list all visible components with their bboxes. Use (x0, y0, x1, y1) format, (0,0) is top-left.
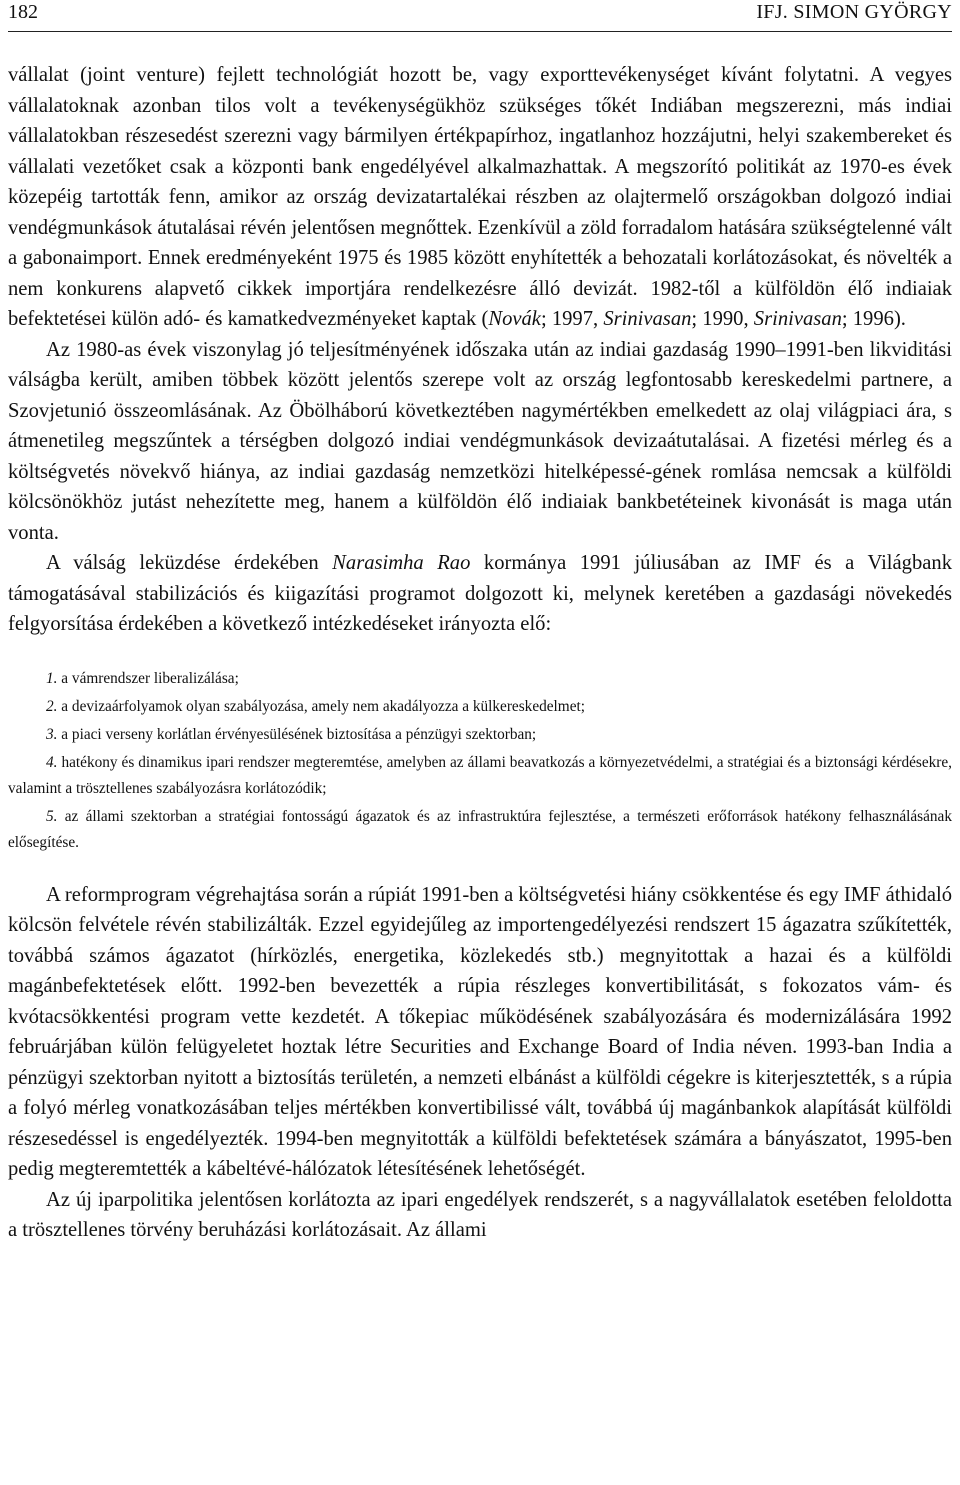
text-segment: Az 1980-as évek viszonylag jó teljesítményének időszaka után az indiai gazdaság 1990–1991-ben likviditási válságba került, amiben többek között jelentős szerepe volt az ország legfontosabb kereskedelmi partnere, a Szovjetunió összeomlásának. Az Öbölháború következtében nagymértékben emelkedett az olaj világpiaci ára, s átmenetileg megszűntek a térségben dolgozó indiai vendégmunkások devizaátutalásai. A fizetési mérleg és a költségvetés növekvő hiánya, az indiai gazdaság nemzetközi hitelképessé-gének romlása nemcsak a külföldi kölcsönökhöz jutást nehezítette meg, hanem a külföldön élő indiaiak bankbetéteinek kivonását is maga után vonta. (8, 338, 952, 544)
body-paragraph (8, 335, 952, 549)
list-item (8, 750, 952, 802)
list-item-number: 1. (46, 669, 58, 687)
text-segment: ; 1996). (841, 308, 906, 330)
list-item (8, 804, 952, 856)
paragraph-block (8, 60, 952, 640)
body-paragraph: Az új iparpolitika jelentősen korlátozta az ipari engedélyek rendszerét, s a nagyvállalatok esetében feloldotta a trösztellenes törvény beruházási korlátozásait. Az állami (8, 1188, 952, 1241)
list-item-text: hatékony és dinamikus ipari rendszer megteremtése, amelyben az állami beavatkozás a környezetvédelmi, a stratégiai és a biztonsági kérdésekre, valamint a trösztellenes szabályozásra korlátozódik; (8, 753, 952, 797)
page-body (8, 60, 952, 1246)
text-segment: ; 1997, (540, 308, 604, 330)
list-item-text: az állami szektorban a stratégiai fontosságú ágazatok és az infrastruktúra fejlesztése, a természeti erőforrások hatékony felhasználásának elősegítése. (8, 807, 952, 851)
body-paragraph (8, 60, 952, 335)
text-segment: vállalat (joint venture) fejlett technológiát hozott be, vagy exporttevékenységet kívánt folytatni. A vegyes vállalatoknak azonban tilos volt a tevékenységükhöz szükséges tőkét Indiában megszerezni, más indiai vállalatokban részesedést szerezni vagy bármilyen értékpapírhoz, ingatlanhoz hozzájutni, helyi szakembereket és vállalati vezetőket csak a központi bank engedélyével alkalmazhattak. A megszorító politikát az 1970-es évek közepéig tartották fenn, amikor az ország devizatartalékai részben az olajtermelő országokban dolgozó indiai vendégmunkások átutalásai révén jelentősen megnőttek. Ezenkívül a zöld forradalom hatására szükségtelenné vált a gabonaimport. Ennek eredményeként 1975 és 1985 között enyhítették a behozatali korlátozásokat, és növelték a nem konkurens alapvető cikkek importjára rendelkezésre álló devizát. 1982-től a külföldön élő indiaiak befektetései külön adó- és kamatkedvezményeket kaptak ( (8, 64, 952, 330)
body-paragraph (8, 548, 952, 640)
list-item-number: 5. (46, 807, 58, 825)
running-title: IFJ. SIMON GYÖRGY (756, 1, 952, 23)
page-header (8, 0, 952, 30)
list-item-number: 4. (46, 753, 58, 771)
page-number: 182 (8, 1, 38, 23)
italic-citation: Novák (488, 308, 541, 330)
text-segment: A válság leküzdése érdekében (46, 552, 333, 574)
italic-citation: Srinivasan (603, 308, 692, 330)
list-item-number: 2. (46, 697, 58, 715)
text-segment: ; 1990, (691, 308, 754, 330)
list-item-text: a piaci verseny korlátlan érvényesülésének biztosítása a pénzügyi szektorban; (57, 725, 537, 743)
body-paragraph: A reformprogram végrehajtása során a rúpiát 1991-ben a költségvetési hiány csökkentése és egy IMF áthidaló kölcsön felvétele révén stabilizálták. Ezzel egyidejűleg az importengedélyezési rendszert 15 ágazatra szűkítették, továbbá számos ágazatot (hírközlés, energetika, közlekedés stb.) megnyitottak a hazai és a külföldi magánbefektetések előtt. 1992-ben bevezették a rúpia részleges konvertibilitását, s fokozatos vám- és kvótacsökkentési program vette kezdetét. A tőkepiac működésének szabályozására és modernizálására 1992 februárjában külön felügyeletet hoztak létre Securities and Exchange Board of India néven. 1993-ban India a pénzügyi szektorban nyitott a biztosítás területén, a nemzeti elbánást a külföldi cégekre is kiterjesztették, s a rúpia a folyó mérleg vonatkozásában teljes mértékben konvertibilissé vált, továbbá új magánbankok alapítását külföldi részesedéssel is engedélyezték. 1994-ben megnyitották a külföldi befektetések számára a bányászatot, 1995-ben pedig megteremtették a kábeltévé-hálózatok létesítésének lehetőségét. (8, 883, 952, 1180)
list-item-number: 3. (46, 725, 58, 743)
list-item (8, 722, 952, 748)
header-rule (8, 31, 952, 32)
list-item-text: a vámrendszer liberalizálása; (57, 669, 239, 687)
text-segment: kormánya 1991 júliusában az IMF és a Világbank támogatásával stabilizációs és kiigazítási programot dolgozott ki, melynek keretében a gazdasági növekedés felgyorsítása érdekében a következő intézkedéseket irányozta elő: (8, 552, 952, 635)
numbered-list (8, 666, 952, 856)
italic-citation: Narasimha Rao (332, 552, 471, 574)
list-item-text: a devizaárfolyamok olyan szabályozása, amely nem akadályozza a külkereskedelmet; (57, 697, 585, 715)
list-item (8, 666, 952, 692)
italic-citation: Srinivasan (753, 308, 842, 330)
list-item (8, 694, 952, 720)
closing-paragraph-block (8, 880, 952, 1246)
